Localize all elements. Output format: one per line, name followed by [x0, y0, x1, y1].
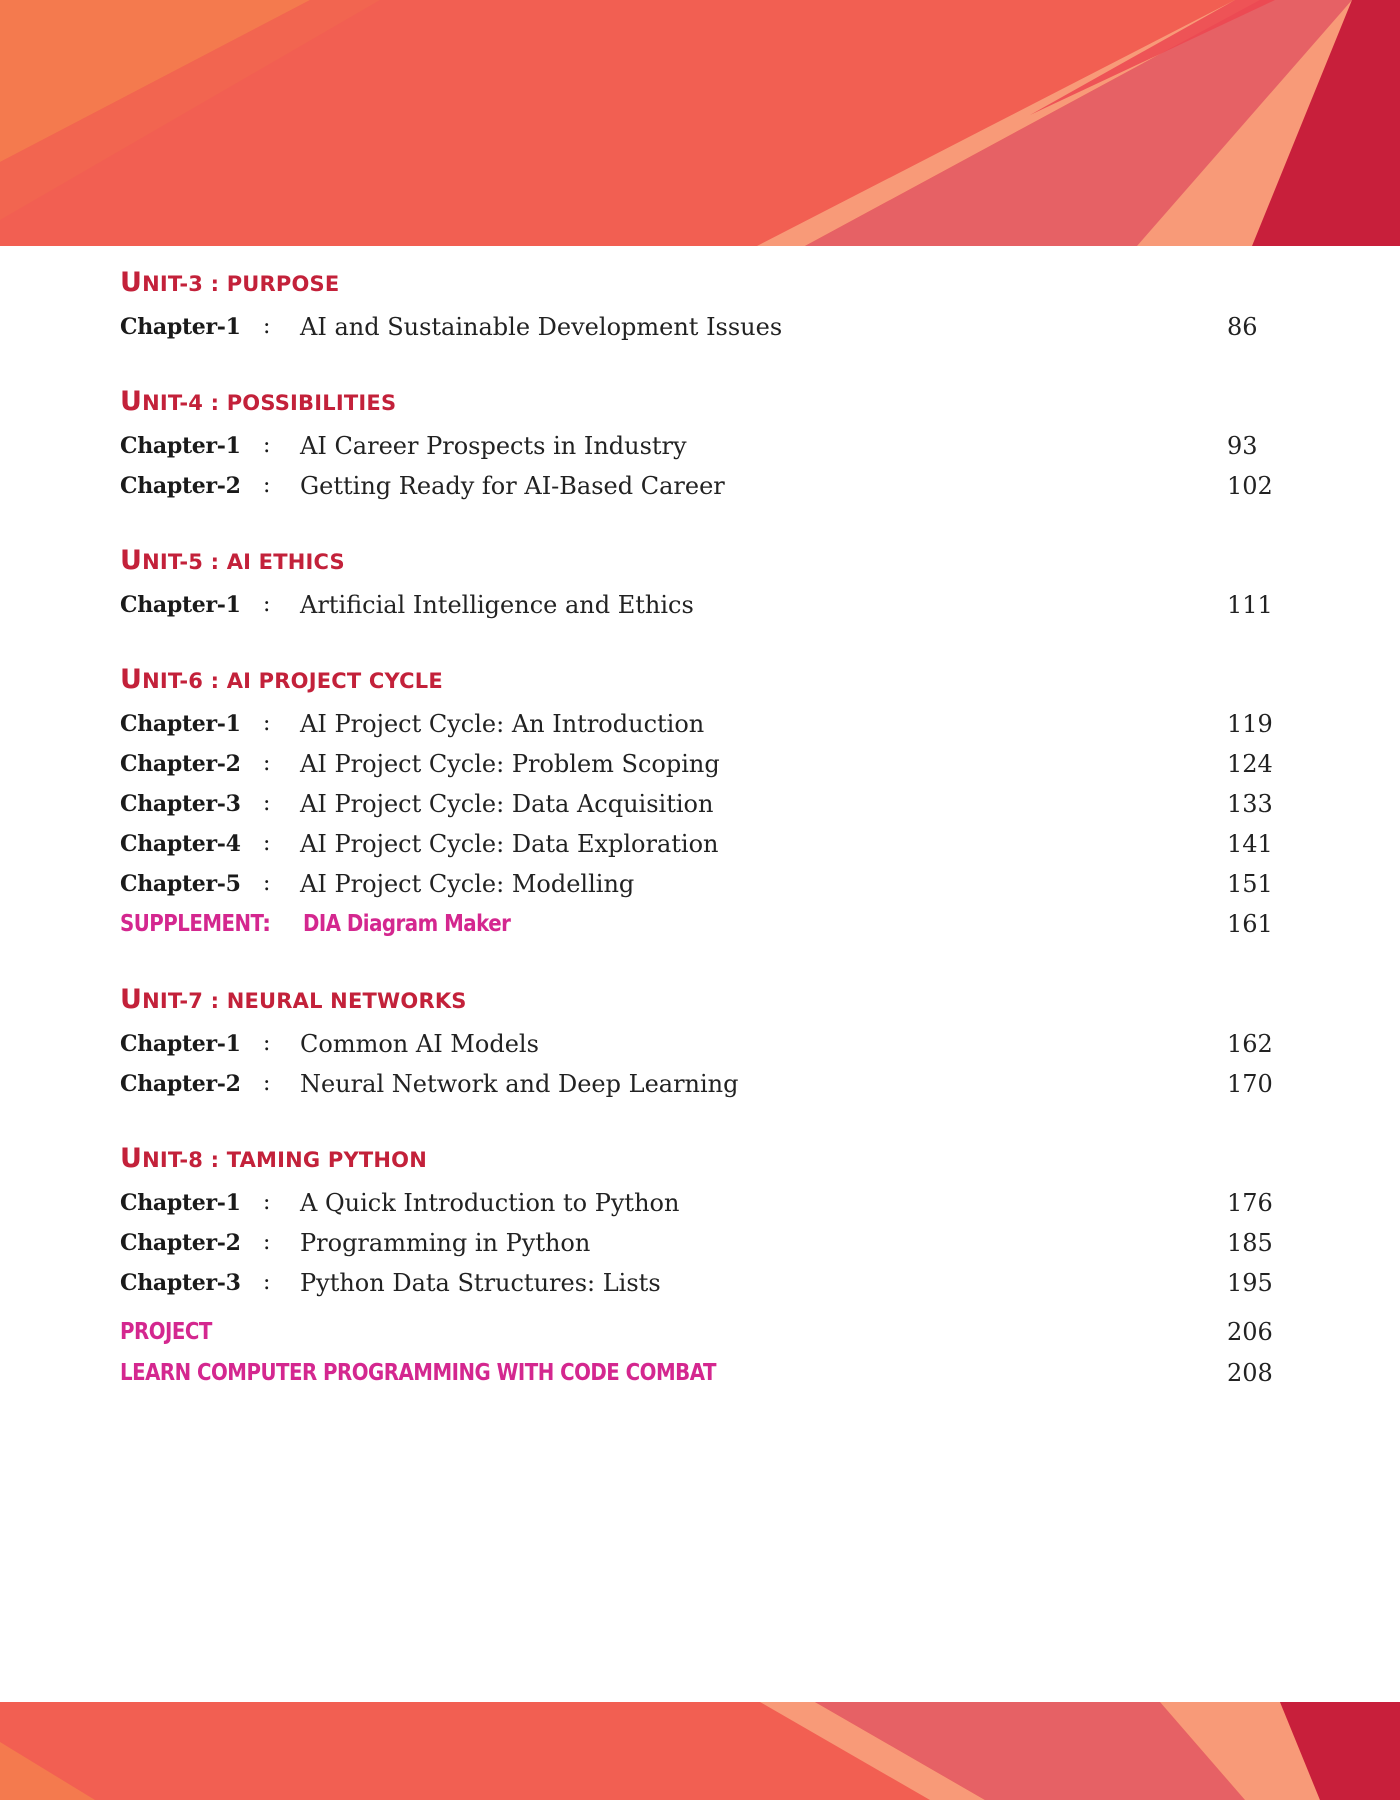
chapter-label: Chapter-4	[120, 831, 241, 857]
toc-row[interactable]	[120, 706, 1280, 742]
toc-row-project[interactable]	[120, 1314, 1280, 1350]
chapter-colon: :	[263, 314, 271, 339]
toc-row[interactable]	[120, 866, 1280, 902]
page-number: 141	[1227, 830, 1273, 858]
unit-heading-text: NIT-3 : PURPOSE	[142, 272, 340, 296]
unit-heading-initial: U	[120, 1143, 143, 1174]
toc-row[interactable]	[120, 1026, 1280, 1062]
chapter-colon: :	[263, 433, 271, 458]
page-number: 195	[1227, 1269, 1273, 1297]
toc-row-supplement[interactable]	[120, 906, 1280, 942]
chapter-title: AI Project Cycle: An Introduction	[300, 710, 705, 738]
chapter-label: Chapter-2	[120, 473, 241, 499]
chapter-title: Neural Network and Deep Learning	[300, 1070, 739, 1098]
supplement-label: SUPPLEMENT	[120, 911, 264, 937]
unit-heading	[120, 663, 443, 698]
unit-heading	[120, 266, 339, 301]
toc-row[interactable]	[120, 309, 1280, 345]
chapter-title: A Quick Introduction to Python	[300, 1189, 680, 1217]
page-number: 93	[1227, 432, 1258, 460]
page-number: 161	[1227, 910, 1273, 938]
page-number: 162	[1227, 1030, 1273, 1058]
toc-row[interactable]	[120, 746, 1280, 782]
chapter-label: Chapter-1	[120, 711, 241, 737]
chapter-label: Chapter-1	[120, 314, 241, 340]
chapter-colon: :	[263, 871, 271, 896]
toc-row[interactable]	[120, 587, 1280, 623]
page-number: 170	[1227, 1070, 1273, 1098]
page-number: 119	[1227, 710, 1273, 738]
unit-heading-text: NIT-6 : AI PROJECT CYCLE	[142, 669, 443, 693]
page-number: 124	[1227, 750, 1273, 778]
chapter-title: AI Project Cycle: Data Exploration	[300, 830, 719, 858]
chapter-label: Chapter-1	[120, 592, 241, 618]
project-title: PROJECT	[120, 1319, 212, 1345]
page-number: 151	[1227, 870, 1273, 898]
code-combat-title: LEARN COMPUTER PROGRAMMING WITH CODE COMBAT	[120, 1360, 716, 1386]
page-number: 206	[1227, 1318, 1273, 1346]
chapter-label: Chapter-2	[120, 1071, 241, 1097]
page-number: 111	[1227, 591, 1273, 619]
supplement-colon: :	[262, 911, 272, 937]
toc-row[interactable]	[120, 826, 1280, 862]
chapter-label: Chapter-2	[120, 751, 241, 777]
unit-heading-text: NIT-8 : TAMING PYTHON	[142, 1148, 428, 1172]
chapter-colon: :	[263, 1230, 271, 1255]
chapter-colon: :	[263, 711, 271, 736]
chapter-colon: :	[263, 1071, 271, 1096]
toc-row[interactable]	[120, 468, 1280, 504]
unit-heading-text: NIT-4 : POSSIBILITIES	[142, 391, 397, 415]
unit-heading-initial: U	[120, 545, 143, 576]
chapter-colon: :	[263, 473, 271, 498]
page-number: 133	[1227, 790, 1273, 818]
chapter-colon: :	[263, 1190, 271, 1215]
chapter-title: AI Project Cycle: Modelling	[300, 870, 635, 898]
bottom-banner-graphic	[0, 1702, 1400, 1800]
chapter-colon: :	[263, 791, 271, 816]
unit-heading-initial: U	[120, 984, 143, 1015]
page-number: 176	[1227, 1189, 1273, 1217]
toc-row[interactable]	[120, 1265, 1280, 1301]
page-number: 102	[1227, 472, 1273, 500]
chapter-colon: :	[263, 592, 271, 617]
page-number: 86	[1227, 313, 1258, 341]
chapter-title: Common AI Models	[300, 1030, 539, 1058]
chapter-colon: :	[263, 1031, 271, 1056]
unit-heading	[120, 544, 345, 579]
chapter-label: Chapter-5	[120, 871, 241, 897]
page-number: 185	[1227, 1229, 1273, 1257]
table-of-contents	[120, 0, 1280, 1800]
chapter-label: Chapter-1	[120, 433, 241, 459]
chapter-title: Python Data Structures: Lists	[300, 1269, 661, 1297]
page-number: 208	[1227, 1359, 1273, 1387]
bottom-banner	[0, 1702, 1400, 1800]
chapter-title: AI Project Cycle: Problem Scoping	[300, 750, 720, 778]
toc-row[interactable]	[120, 786, 1280, 822]
unit-heading	[120, 1142, 427, 1177]
chapter-title: Artificial Intelligence and Ethics	[300, 591, 694, 619]
toc-row[interactable]	[120, 1066, 1280, 1102]
toc-row[interactable]	[120, 1225, 1280, 1261]
unit-heading-initial: U	[120, 267, 143, 298]
chapter-label: Chapter-3	[120, 1270, 241, 1296]
unit-heading	[120, 385, 396, 420]
unit-heading-text: NIT-7 : NEURAL NETWORKS	[142, 989, 467, 1013]
chapter-colon: :	[263, 751, 271, 776]
unit-heading-initial: U	[120, 664, 143, 695]
toc-row[interactable]	[120, 428, 1280, 464]
unit-heading-text: NIT-5 : AI ETHICS	[142, 550, 345, 574]
chapter-title: Programming in Python	[300, 1229, 591, 1257]
toc-row-code-combat[interactable]	[120, 1355, 1280, 1391]
chapter-colon: :	[263, 831, 271, 856]
chapter-label: Chapter-1	[120, 1031, 241, 1057]
chapter-label: Chapter-1	[120, 1190, 241, 1216]
chapter-title: Getting Ready for AI-Based Career	[300, 472, 725, 500]
chapter-title: AI and Sustainable Development Issues	[300, 313, 783, 341]
chapter-title: AI Career Prospects in Industry	[300, 432, 687, 460]
chapter-label: Chapter-3	[120, 791, 241, 817]
toc-row[interactable]	[120, 1185, 1280, 1221]
chapter-colon: :	[263, 1270, 271, 1295]
unit-heading	[120, 983, 467, 1018]
unit-heading-initial: U	[120, 386, 143, 417]
chapter-title: AI Project Cycle: Data Acquisition	[300, 790, 714, 818]
supplement-title: DIA Diagram Maker	[303, 911, 511, 937]
chapter-label: Chapter-2	[120, 1230, 241, 1256]
